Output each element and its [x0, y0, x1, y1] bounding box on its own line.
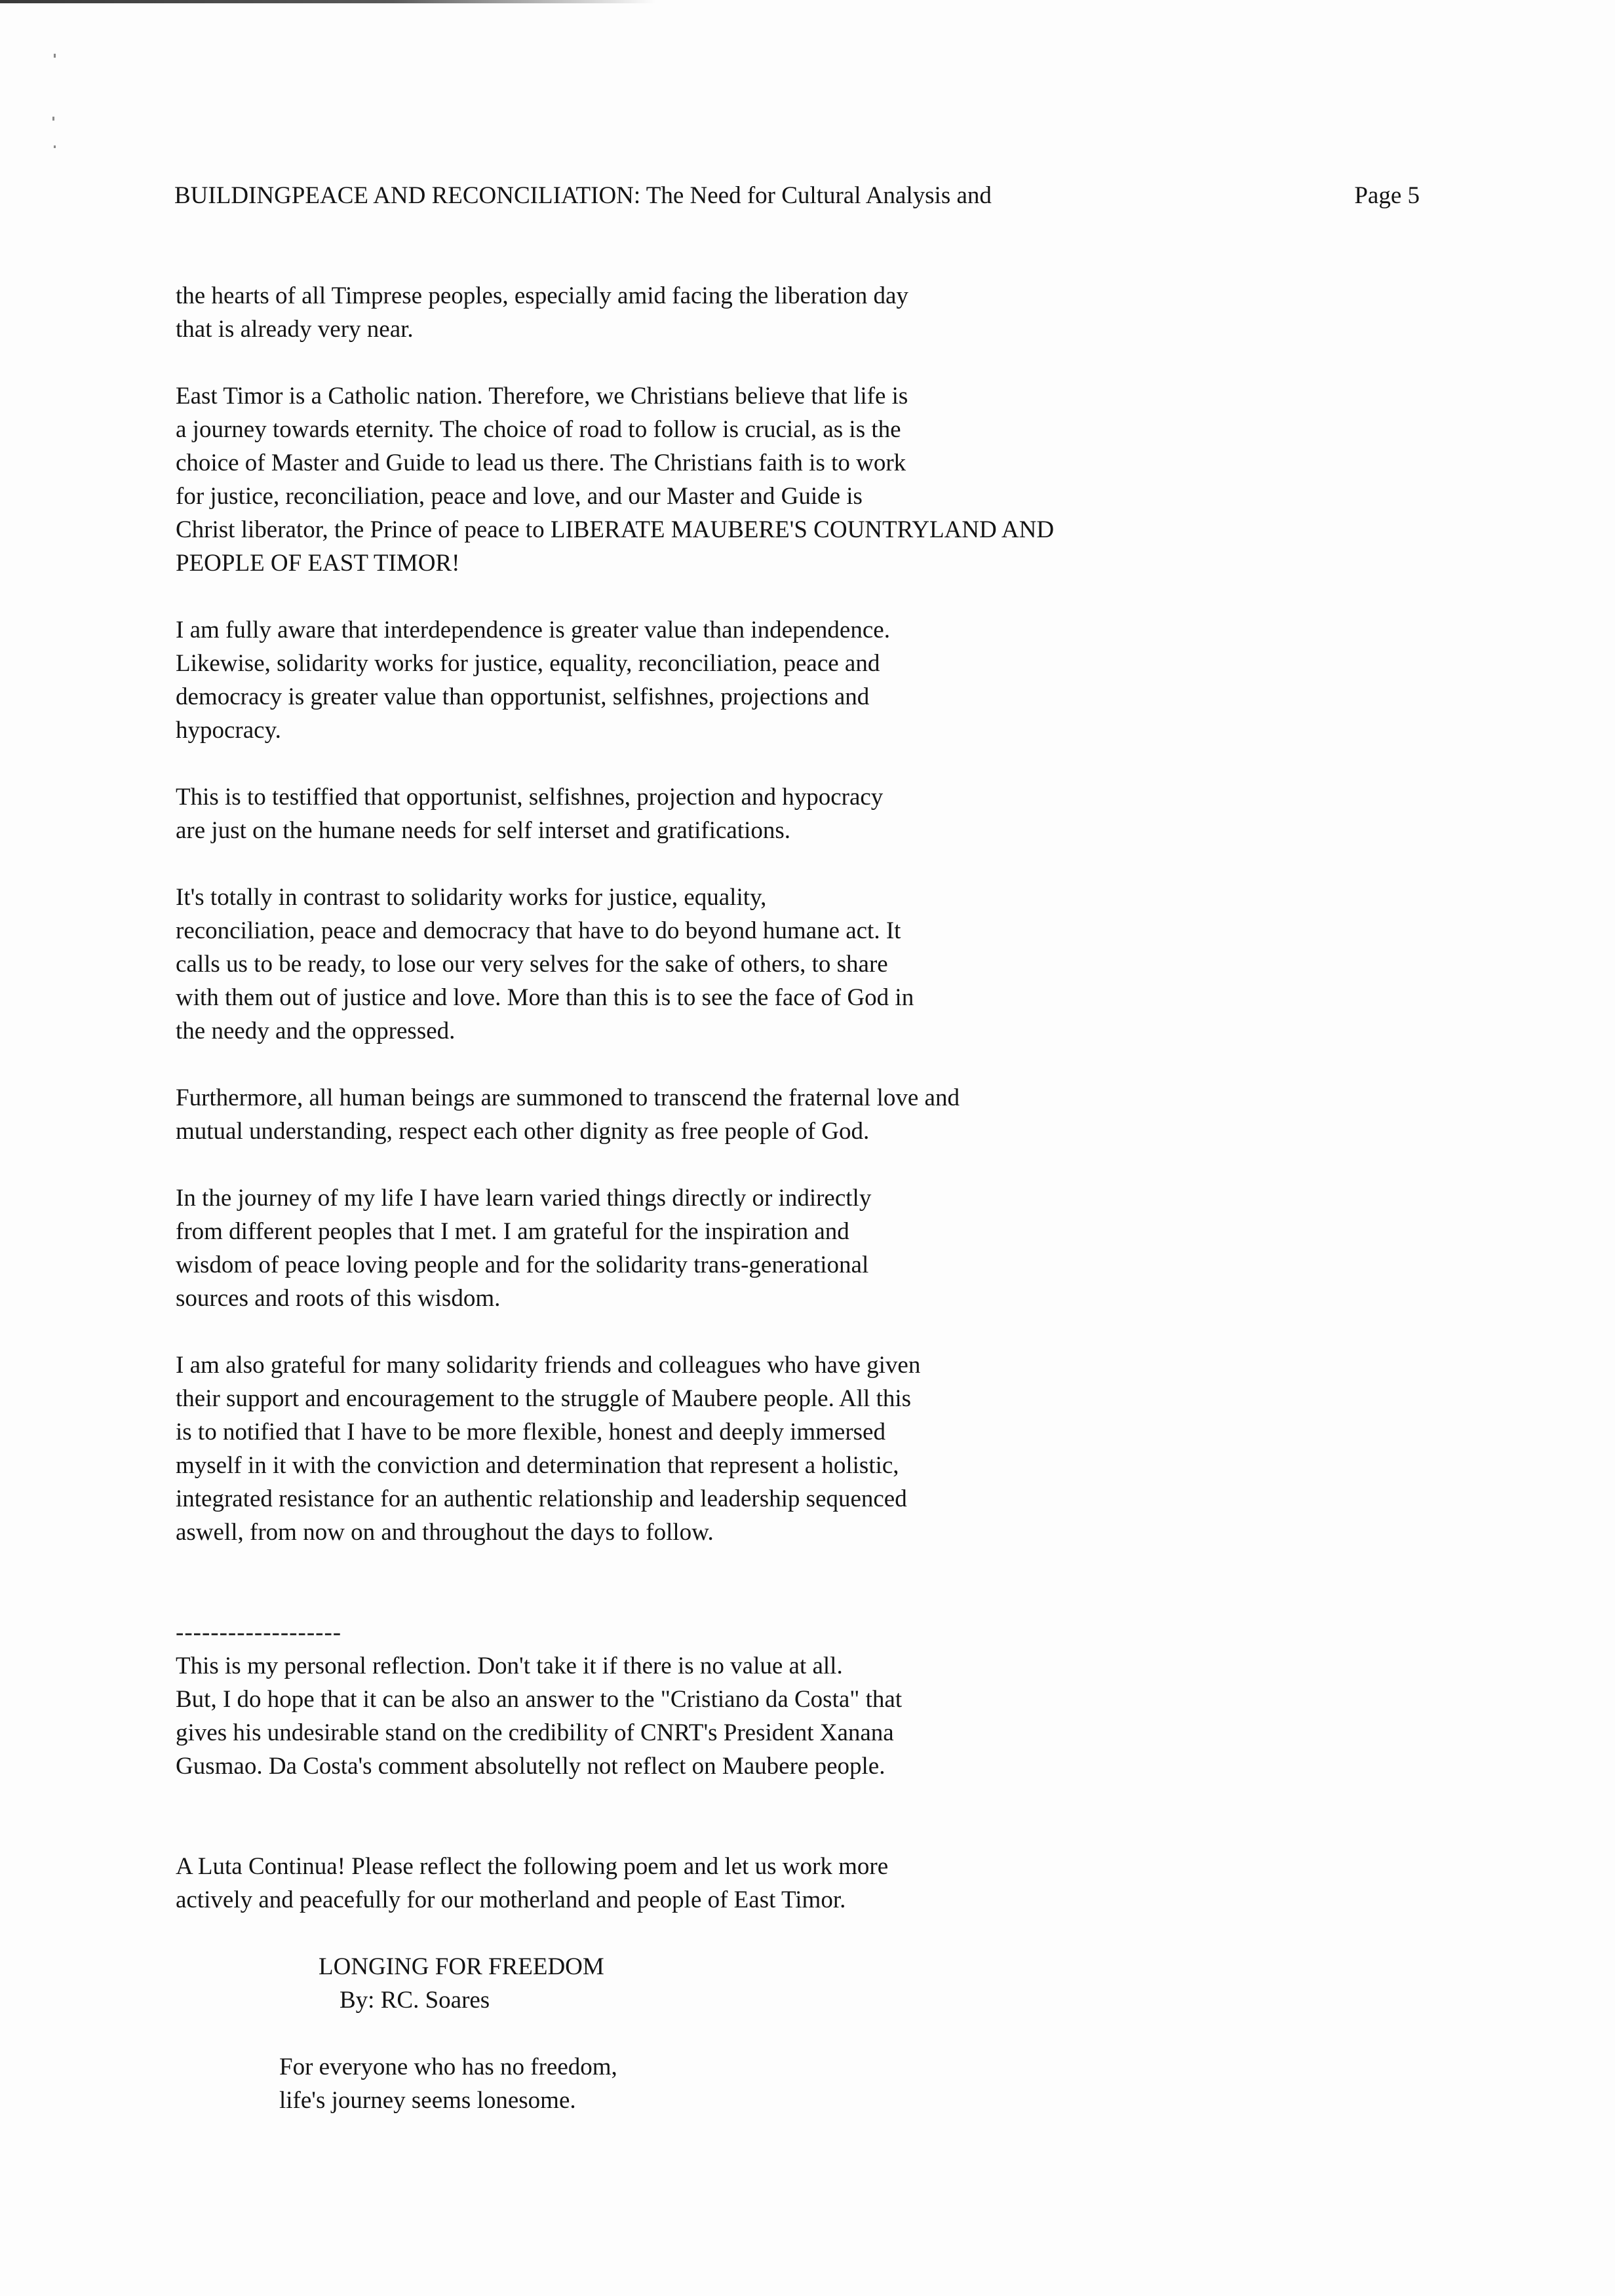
poem-stanza [279, 2050, 1421, 2117]
text-line: their support and encouragement to the struggle of Maubere people. All this [176, 1385, 912, 1412]
footnote-divider: ------------------- [176, 1619, 342, 1646]
text-line: I am fully aware that interdependence is greater value than independence. [176, 617, 890, 643]
scan-speck [54, 145, 56, 148]
footnote [176, 1649, 1421, 1783]
text-line: In the journey of my life I have learn varied things directly or indirectly [176, 1185, 872, 1212]
text-line: hypocracy. [176, 717, 281, 744]
text-line: a journey towards eternity. The choice of road to follow is crucial, as is the [176, 416, 901, 443]
text-line: with them out of justice and love. More than this is to see the face of God in [176, 984, 914, 1011]
text-line: This is my personal reflection. Don't take it if there is no value at all. [176, 1653, 843, 1679]
text-line: Gusmao. Da Costa's comment absolutelly not reflect on Maubere people. [176, 1753, 885, 1780]
poem-byline: By: RC. Soares [340, 1987, 490, 2014]
paragraph [176, 279, 1421, 346]
paragraph [176, 881, 1421, 1048]
text-line: This is to testiffied that opportunist, selfishnes, projection and hypocracy [176, 784, 884, 811]
text-line: mutual understanding, respect each other dignity as free people of God. [176, 1118, 870, 1145]
text-line: sources and roots of this wisdom. [176, 1285, 501, 1312]
text-line: aswell, from now on and throughout the days to follow. [176, 1519, 714, 1546]
closing-paragraph [176, 1850, 1421, 1917]
text-line: Christ liberator, the Prince of peace to LIBERATE MAUBERE'S COUNTRYLAND AND [176, 516, 1055, 543]
paragraph [176, 379, 1421, 580]
scan-speck [54, 54, 56, 58]
text-line: for justice, reconciliation, peace and love, and our Master and Guide is [176, 483, 863, 510]
paragraph [176, 1181, 1421, 1315]
text-line: Likewise, solidarity works for justice, equality, reconciliation, peace and [176, 650, 880, 677]
paragraph [176, 1349, 1421, 1549]
text-line: choice of Master and Guide to lead us there. The Christians faith is to work [176, 450, 906, 476]
poem-line: life's journey seems lonesome. [279, 2087, 576, 2114]
page-header [174, 180, 1420, 219]
poem-line: For everyone who has no freedom, [279, 2054, 617, 2080]
text-line: But, I do hope that it can be also an answer to the "Cristiano da Costa" that [176, 1686, 903, 1713]
text-line: that is already very near. [176, 316, 414, 343]
text-line: are just on the humane needs for self interset and gratifications. [176, 817, 791, 844]
text-line: the hearts of all Timprese peoples, especially amid facing the liberation day [176, 282, 908, 309]
text-line: gives his undesirable stand on the credibility of CNRT's President Xanana [176, 1719, 894, 1746]
text-line: actively and peacefully for our motherland and people of East Timor. [176, 1886, 846, 1913]
poem-title: LONGING FOR FREEDOM [319, 1953, 604, 1980]
text-line: A Luta Continua! Please reflect the following poem and let us work more [176, 1853, 889, 1880]
text-line: calls us to be ready, to lose our very selves for the sake of others, to share [176, 951, 888, 978]
scan-speck [52, 117, 54, 121]
text-line: It's totally in contrast to solidarity works for justice, equality, [176, 884, 767, 911]
text-line: integrated resistance for an authentic relationship and leadership sequenced [176, 1485, 907, 1512]
text-line: democracy is greater value than opportunist, selfishnes, projections and [176, 683, 870, 710]
text-line: myself in it with the conviction and determination that represent a holistic, [176, 1452, 899, 1479]
text-line: East Timor is a Catholic nation. Therefore, we Christians believe that life is [176, 383, 908, 410]
text-line: PEOPLE OF EAST TIMOR! [176, 550, 460, 577]
text-line: wisdom of peace loving people and for the solidarity trans-generational [176, 1252, 869, 1278]
text-line: Furthermore, all human beings are summoned to transcend the fraternal love and [176, 1084, 960, 1111]
document-body [176, 279, 1421, 2117]
header-title: BUILDINGPEACE AND RECONCILIATION: The Need for Cultural Analysis and [174, 182, 992, 209]
paragraph [176, 1081, 1421, 1148]
paragraph [176, 780, 1421, 847]
text-line: is to notified that I have to be more flexible, honest and deeply immersed [176, 1419, 885, 1445]
text-line: reconciliation, peace and democracy that have to do beyond humane act. It [176, 917, 901, 944]
text-line: I am also grateful for many solidarity friends and colleagues who have given [176, 1352, 921, 1379]
page-number: Page 5 [1354, 182, 1420, 209]
paragraph [176, 613, 1421, 747]
text-line: from different peoples that I met. I am grateful for the inspiration and [176, 1218, 849, 1245]
scan-edge-mark [0, 0, 655, 3]
text-line: the needy and the oppressed. [176, 1018, 456, 1044]
poem-heading [319, 1950, 1421, 2017]
